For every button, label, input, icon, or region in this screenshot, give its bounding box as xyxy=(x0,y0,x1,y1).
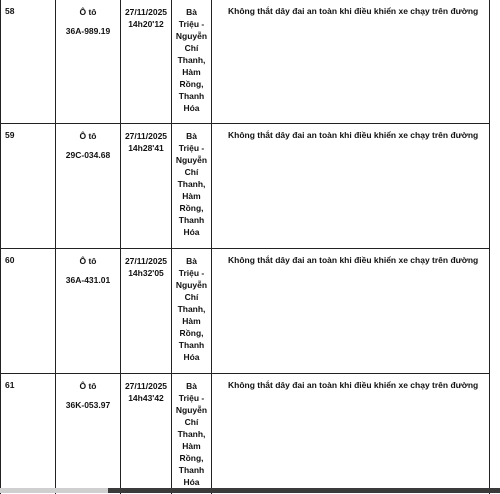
location-line: Rồng, xyxy=(179,79,204,89)
location-line: Triệu - xyxy=(178,143,205,153)
violation-text: Không thắt dây đai an toàn khi điều khiển xe chạy trên đường xyxy=(228,6,479,16)
datetime-cell xyxy=(121,249,172,373)
location-cell xyxy=(172,124,212,248)
violation-cell xyxy=(212,249,489,373)
location-line: Nguyễn xyxy=(175,280,208,290)
datetime-cell xyxy=(121,0,172,123)
stt-cell xyxy=(1,0,56,123)
location-line: Rồng, xyxy=(179,453,204,463)
location-line: Bà xyxy=(186,131,197,141)
row-number: 58 xyxy=(5,6,15,16)
violation-cell xyxy=(212,0,489,123)
scrollbar-track[interactable] xyxy=(108,488,500,493)
location-line: Thanh xyxy=(178,465,205,475)
location-line: Hóa xyxy=(183,477,200,487)
row-number: 59 xyxy=(5,130,15,140)
location-line: Rồng, xyxy=(179,203,204,213)
location-line: Hóa xyxy=(183,103,200,113)
row-number: 60 xyxy=(5,255,15,265)
datetime-cell xyxy=(121,374,172,494)
location-line: Thanh xyxy=(178,340,205,350)
location-line: Nguyễn xyxy=(175,155,208,165)
location-line: Nguyễn xyxy=(175,31,208,41)
table-row xyxy=(1,249,489,374)
location-line: Triệu - xyxy=(178,268,205,278)
violation-time: 14h32'05 xyxy=(128,268,164,278)
location-line: Nguyễn xyxy=(175,405,208,415)
violation-time: 14h43'42 xyxy=(128,393,164,403)
location-line: Chí xyxy=(184,292,199,302)
violation-text: Không thắt dây đai an toàn khi điều khiển xe chạy trên đường xyxy=(228,255,479,265)
location-line: Thanh xyxy=(178,215,205,225)
table-row xyxy=(1,374,489,494)
violation-date: 27/11/2025 xyxy=(124,381,168,391)
location-line: Hàm xyxy=(182,316,201,326)
stt-cell xyxy=(1,249,56,373)
location-line: Thanh xyxy=(178,91,205,101)
location-line: Triệu - xyxy=(178,19,205,29)
violation-time: 14h28'41 xyxy=(128,143,164,153)
license-plate: 29C-034.68 xyxy=(65,150,111,160)
location-line: Hàm xyxy=(182,191,201,201)
violation-text: Không thắt dây đai an toàn khi điều khiển xe chạy trên đường xyxy=(228,380,479,390)
vehicle-type: Ô tô xyxy=(79,256,97,266)
horizontal-scrollbar[interactable] xyxy=(0,488,500,493)
violation-date: 27/11/2025 xyxy=(124,7,168,17)
location-line: Bà xyxy=(186,7,197,17)
row-number: 61 xyxy=(5,380,15,390)
location-line: Chí xyxy=(184,43,199,53)
datetime-cell xyxy=(121,124,172,248)
location-line: Triệu - xyxy=(178,393,205,403)
stt-cell xyxy=(1,374,56,494)
license-plate: 36A-431.01 xyxy=(65,275,111,285)
violation-time: 14h20'12 xyxy=(128,19,164,29)
location-line: Chí xyxy=(184,167,199,177)
location-line: Thanh, xyxy=(177,179,206,189)
table-row xyxy=(1,0,489,124)
vehicle-cell xyxy=(56,374,121,494)
violation-cell xyxy=(212,124,489,248)
location-line: Thanh, xyxy=(177,304,206,314)
vehicle-cell xyxy=(56,249,121,373)
location-line: Rồng, xyxy=(179,328,204,338)
location-line: Hàm xyxy=(182,441,201,451)
table-row xyxy=(1,124,489,249)
location-cell xyxy=(172,374,212,494)
license-plate: 36K-053.97 xyxy=(65,400,111,410)
vehicle-type: Ô tô xyxy=(79,7,97,17)
location-line: Thanh, xyxy=(177,429,206,439)
location-line: Thanh, xyxy=(177,55,206,65)
location-cell xyxy=(172,0,212,123)
location-line: Hóa xyxy=(183,227,200,237)
location-line: Hóa xyxy=(183,352,200,362)
violation-cell xyxy=(212,374,489,494)
vehicle-cell xyxy=(56,0,121,123)
location-cell xyxy=(172,249,212,373)
location-line: Bà xyxy=(186,256,197,266)
vehicle-type: Ô tô xyxy=(79,381,97,391)
stt-cell xyxy=(1,124,56,248)
vehicle-cell xyxy=(56,124,121,248)
location-line: Bà xyxy=(186,381,197,391)
license-plate: 36A-989.19 xyxy=(65,26,111,36)
violation-text: Không thắt dây đai an toàn khi điều khiển xe chạy trên đường xyxy=(228,130,479,140)
violation-date: 27/11/2025 xyxy=(124,131,168,141)
location-line: Chí xyxy=(184,417,199,427)
vehicle-type: Ô tô xyxy=(79,131,97,141)
violation-date: 27/11/2025 xyxy=(124,256,168,266)
scrollbar-thumb[interactable] xyxy=(0,488,108,493)
location-line: Hàm xyxy=(182,67,201,77)
